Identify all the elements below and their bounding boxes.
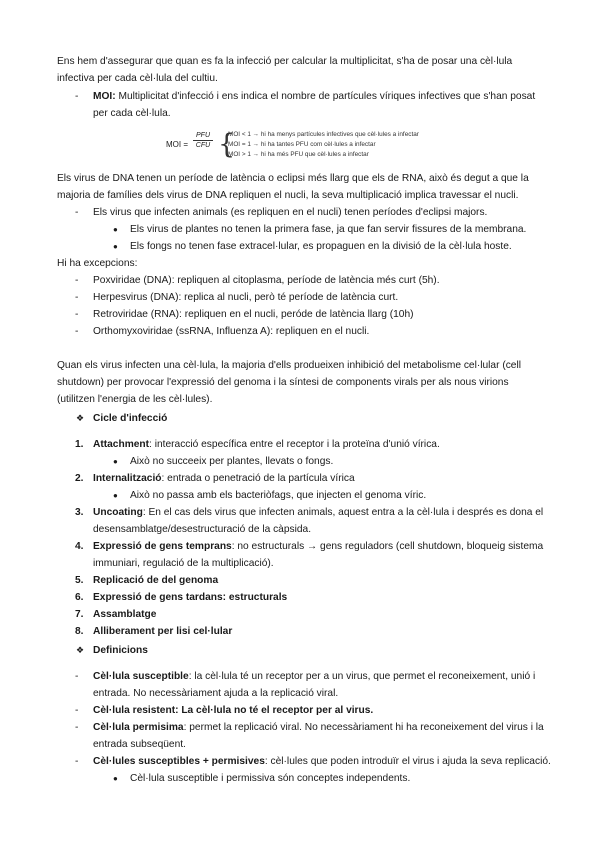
step-term: Expressió de gens temprans [93,541,232,552]
dna-line-2: majoria de famílies dels virus de DNA repliquen el nucli, la seva multiplicació implica travessar el nucli. [57,190,519,201]
step-number: 6. [75,592,84,603]
dash-bullet: - [75,671,79,682]
formula-case-greater: MOI > 1 → hi ha més PFU que cèl·lules a infectar [228,151,369,158]
step-number: 4. [75,541,84,552]
formula-denominator: CFU [195,142,211,149]
cycle-step-uncoating [93,504,548,521]
dash-bullet: - [75,91,79,102]
cycle-step-attachment [93,436,548,453]
step-term: Assamblatge [93,609,157,620]
brace-icon: { [218,129,236,160]
inhibition-line-2: shutdown) per provocar l'expressió del genoma i la síntesi de components virals per als nous virions [57,377,509,388]
dot-bullet: ● [113,774,118,783]
moi-formula-figure [163,126,433,164]
step-number: 1. [75,439,84,450]
def-susceptible-permissive [93,753,551,770]
cycle-step-assembly [93,606,548,623]
cycle-note-plants: Això no succeeix per plantes, llevats o fongs. [130,456,334,467]
formula-lhs: MOI = [166,140,189,149]
def-text: : permet la replicació viral. No necessàriament hi ha reconeixement del virus i la [183,722,544,733]
dash-bullet: - [75,292,79,303]
cycle-step-uncoating-cont: desensamblatge/desestructuració de la càpsida. [93,524,312,535]
def-susceptible [93,668,548,685]
step-term: Uncoating [93,507,143,518]
def-permissive [93,719,548,736]
cycle-step-internalization [93,470,548,487]
diamond-bullet-icon: ❖ [76,645,85,655]
inhibition-line-3: (utilitzen l'energia de les cèl·lules). [57,394,213,405]
step-number: 2. [75,473,84,484]
exception-item: Retroviridae (RNA): repliquen en el nucli, peróde de latència llarg (10h) [93,309,414,320]
def-term: Cèl·lules susceptibles + permisives [93,756,265,767]
step-text: : interacció específica entre el receptor i la proteïna d'unió vírica. [149,439,440,450]
dna-sub-plants: Els virus de plantes no tenen la primera fase, ja que fan servir fissures de la membrana. [130,224,527,235]
def-term: Cèl·lula resistent: La cèl·lula no té el receptor per al virus. [93,705,374,716]
def-text: : la cèl·lula té un receptor per a un virus, que permet el reconeixement, unió i [188,671,536,682]
cycle-step-early-genes-cont: immuniari, regulació de la multiplicació). [93,558,274,569]
cycle-note-phages: Això no passa amb els bacteriòfags, que injecten el genoma víric. [130,490,427,501]
moi-term: MOI: [93,91,116,102]
def-text: : cèl·lules que poden introduïr el virus i ajuda la seva replicació. [264,756,551,767]
dot-bullet: ● [113,225,118,234]
dash-bullet: - [75,722,79,733]
dash-bullet: - [75,309,79,320]
exception-item: Orthomyxoviridae (ssRNA, Influenza A): repliquen en el nucli. [93,326,370,337]
inhibition-line-1: Quan els virus infecten una cèl·lula, la majoria d'ells produeixen inhibició del metabolisme cel·lular (cell [57,360,522,371]
def-resistant [93,702,548,719]
moi-text: Multiplicitat d'infecció i ens indica el nombre de partícules víriques infectives que s'han posat [115,91,536,102]
dash-bullet: - [75,756,79,767]
moi-definition [93,88,548,105]
exception-item: Herpesvirus (DNA): replica al nucli, però té període de latència curt. [93,292,399,303]
def-sub-note: Cèl·lula susceptible i permissiva són conceptes independents. [130,773,411,784]
definitions-heading: Definicions [93,645,148,656]
step-term: Expressió de gens tardans: estructurals [93,592,288,603]
def-permissive-cont: entrada subseqüent. [93,739,186,750]
cycle-heading: Cicle d'infecció [93,413,168,424]
fraction-bar [193,140,213,141]
step-term: Attachment [93,439,150,450]
cycle-step-late-genes [93,589,548,606]
intro-line-2: infectiva per cada cèl·lula del cultiu. [57,73,218,84]
def-term: Cèl·lula susceptible [93,671,189,682]
step-number: 3. [75,507,84,518]
cycle-step-replication [93,572,548,589]
dot-bullet: ● [113,242,118,251]
cycle-step-early-genes [93,538,548,555]
def-susceptible-cont: entrada. No necessàriament ajuda a la replicació viral. [93,688,339,699]
dna-sub-fungi: Els fongs no tenen fase extracel·lular, es propaguen en la divisió de la cèl·lula hoste. [130,241,512,252]
dot-bullet: ● [113,457,118,466]
dna-item-animals: Els virus que infecten animals (es repliquen en el nucli) tenen períodes d'eclipsi majors. [93,207,488,218]
step-term: Alliberament per lisi cel·lular [93,626,233,637]
dash-bullet: - [75,275,79,286]
step-number: 8. [75,626,84,637]
formula-fraction [193,132,213,149]
dash-bullet: - [75,207,79,218]
formula-cases [228,130,419,160]
diamond-bullet-icon: ❖ [76,413,85,423]
cycle-step-release [93,623,548,640]
dash-bullet: - [75,326,79,337]
step-number: 5. [75,575,84,586]
formula-case-equal: MOI = 1 → hi ha tantes PFU com cèl·lules a infectar [228,141,376,148]
step-term: Internalització [93,473,162,484]
step-text: : entrada o penetració de la partícula vírica [161,473,355,484]
moi-definition-cont: per cada cèl·lula. [93,108,171,119]
exception-item: Poxviridae (DNA): repliquen al citoplasma, període de latència més curt (5h). [93,275,440,286]
dna-line-1: Els virus de DNA tenen un període de latència o eclipsi més llarg que els de RNA, això és degut a que la [57,173,529,184]
def-term: Cèl·lula permisima [93,722,184,733]
step-text: : En el cas dels virus que infecten animals, aquest entra a la cèl·lula i després es dona el [142,507,544,518]
dot-bullet: ● [113,491,118,500]
dash-bullet: - [75,705,79,716]
step-term: Replicació de del genoma [93,575,219,586]
formula-numerator: PFU [196,132,210,139]
step-text: : no estructurals → gens reguladors (cell shutdown, bloqueig sistema [231,541,544,552]
exceptions-heading: Hi ha excepcions: [57,258,138,269]
step-number: 7. [75,609,84,620]
formula-case-less: MOI < 1 → hi ha menys partícules infectives que cèl·lules a infectar [228,131,419,138]
intro-line-1: Ens hem d'assegurar que quan es fa la infecció per calcular la multiplicitat, s'ha de posar una cèl·lula [57,56,513,67]
